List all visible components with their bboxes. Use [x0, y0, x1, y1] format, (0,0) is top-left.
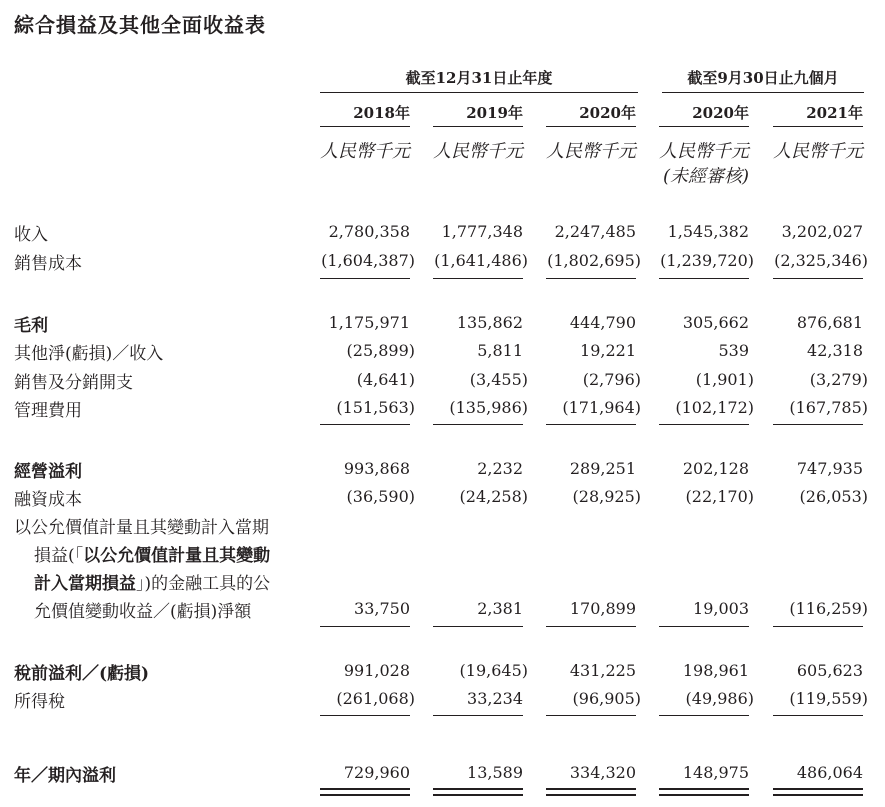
year-header: 2018年 [353, 104, 410, 122]
cell: 1,545,382 [667, 222, 749, 241]
cell: 729,960 [343, 763, 410, 782]
cell: 135,862 [456, 313, 523, 332]
double-underline [546, 788, 636, 796]
cell: (28,925) [572, 487, 641, 506]
divider [433, 424, 523, 425]
cell: 2,381 [477, 599, 523, 618]
divider [320, 126, 410, 127]
row-label-operating-profit: 經營溢利 [14, 462, 82, 482]
cell: (135,986) [449, 398, 528, 417]
divider [773, 126, 863, 127]
cell: 33,234 [467, 689, 523, 708]
cell: 486,064 [796, 763, 863, 782]
row-label-profit-before-tax: 稅前溢利／(虧損) [14, 664, 150, 684]
cell: (2,796) [582, 370, 641, 389]
row-label-fvtpl-line4: 允價值變動收益／(虧損)淨額 [34, 602, 252, 622]
divider [433, 626, 523, 627]
cell: 202,128 [682, 459, 749, 478]
unit-label: 人民幣千元 [433, 141, 523, 162]
divider [546, 626, 636, 627]
cell: 305,662 [682, 313, 749, 332]
cell: 991,028 [343, 661, 410, 680]
cell: 747,935 [796, 459, 863, 478]
cell: (3,279) [809, 370, 868, 389]
cell: 3,202,027 [781, 222, 863, 241]
unaudited-label: (未經審核) [662, 166, 749, 187]
cell: (261,068) [336, 689, 415, 708]
row-label-other-net-income: 其他淨(虧損)／收入 [14, 344, 164, 364]
cell: (96,905) [572, 689, 641, 708]
row-label-admin-expenses: 管理費用 [14, 401, 82, 421]
cell: 2,232 [477, 459, 523, 478]
cell: 334,320 [569, 763, 636, 782]
cell: 198,961 [682, 661, 749, 680]
cell: (1,604,387) [321, 251, 415, 270]
cell: 539 [718, 341, 749, 360]
row-label-fvtpl-line3: 計入當期損益」)的金融工具的公 [34, 574, 271, 594]
divider [773, 278, 863, 279]
row-label-selling-expenses: 銷售及分銷開支 [14, 373, 133, 393]
group-header-interim: 截至9月30日止九個月 [687, 69, 839, 87]
year-header: 2021年 [806, 104, 863, 122]
divider [773, 626, 863, 627]
cell: (2,325,346) [774, 251, 868, 270]
unit-label: 人民幣千元 [659, 141, 749, 162]
cell: (167,785) [789, 398, 868, 417]
page-title: 綜合損益及其他全面收益表 [14, 13, 266, 37]
divider [659, 424, 749, 425]
year-header: 2020年 [579, 104, 636, 122]
cell: 33,750 [354, 599, 410, 618]
cell: 444,790 [569, 313, 636, 332]
divider [546, 126, 636, 127]
cell: 289,251 [569, 459, 636, 478]
cell: (151,563) [336, 398, 415, 417]
divider [659, 126, 749, 127]
cell: (1,641,486) [434, 251, 528, 270]
divider [662, 92, 864, 93]
cell: (25,899) [346, 341, 415, 360]
divider [546, 424, 636, 425]
group-header-annual: 截至12月31日止年度 [405, 69, 553, 87]
cell: (49,986) [685, 689, 754, 708]
cell: (1,802,695) [547, 251, 641, 270]
cell: 170,899 [569, 599, 636, 618]
cell: 2,780,358 [328, 222, 410, 241]
cell: (116,259) [789, 599, 868, 618]
divider [320, 715, 410, 716]
cell: 19,003 [693, 599, 749, 618]
divider [659, 626, 749, 627]
divider [433, 126, 523, 127]
divider [433, 715, 523, 716]
divider [546, 278, 636, 279]
row-label-fvtpl-line1: 以公允價值計量且其變動計入當期 [14, 518, 269, 538]
double-underline [773, 788, 863, 796]
unit-label: 人民幣千元 [773, 141, 863, 162]
cell: 431,225 [569, 661, 636, 680]
cell: (19,645) [459, 661, 528, 680]
cell: 2,247,485 [554, 222, 636, 241]
divider [320, 278, 410, 279]
divider [773, 715, 863, 716]
year-header: 2019年 [466, 104, 523, 122]
row-label-cost-of-sales: 銷售成本 [14, 254, 82, 274]
cell: (26,053) [799, 487, 868, 506]
cell: (24,258) [459, 487, 528, 506]
divider [773, 424, 863, 425]
unit-label: 人民幣千元 [546, 141, 636, 162]
cell: 1,175,971 [328, 313, 410, 332]
cell: 1,777,348 [441, 222, 523, 241]
cell: (4,641) [356, 370, 415, 389]
row-label-revenue: 收入 [14, 225, 48, 245]
year-header: 2020年 [692, 104, 749, 122]
divider [546, 715, 636, 716]
cell: 993,868 [343, 459, 410, 478]
double-underline [433, 788, 523, 796]
row-label-gross-profit: 毛利 [14, 316, 48, 336]
cell: 5,811 [477, 341, 523, 360]
row-label-profit-for-period: 年／期內溢利 [14, 766, 116, 786]
cell: (102,172) [675, 398, 754, 417]
row-label-fvtpl-line2: 損益(「以公允價值計量且其變動 [34, 546, 271, 566]
cell: 148,975 [682, 763, 749, 782]
cell: (36,590) [346, 487, 415, 506]
cell: (3,455) [469, 370, 528, 389]
cell: (171,964) [562, 398, 641, 417]
cell: (22,170) [685, 487, 754, 506]
divider [320, 424, 410, 425]
divider [659, 278, 749, 279]
divider [320, 626, 410, 627]
row-label-finance-costs: 融資成本 [14, 490, 82, 510]
cell: (1,239,720) [660, 251, 754, 270]
double-underline [320, 788, 410, 796]
cell: 42,318 [807, 341, 863, 360]
cell: (119,559) [789, 689, 868, 708]
double-underline [659, 788, 749, 796]
cell: 605,623 [796, 661, 863, 680]
divider [659, 715, 749, 716]
cell: 19,221 [580, 341, 636, 360]
divider [320, 92, 638, 93]
divider [433, 278, 523, 279]
cell: (1,901) [695, 370, 754, 389]
cell: 876,681 [796, 313, 863, 332]
cell: 13,589 [467, 763, 523, 782]
row-label-income-tax: 所得稅 [14, 692, 65, 712]
unit-label: 人民幣千元 [320, 141, 410, 162]
